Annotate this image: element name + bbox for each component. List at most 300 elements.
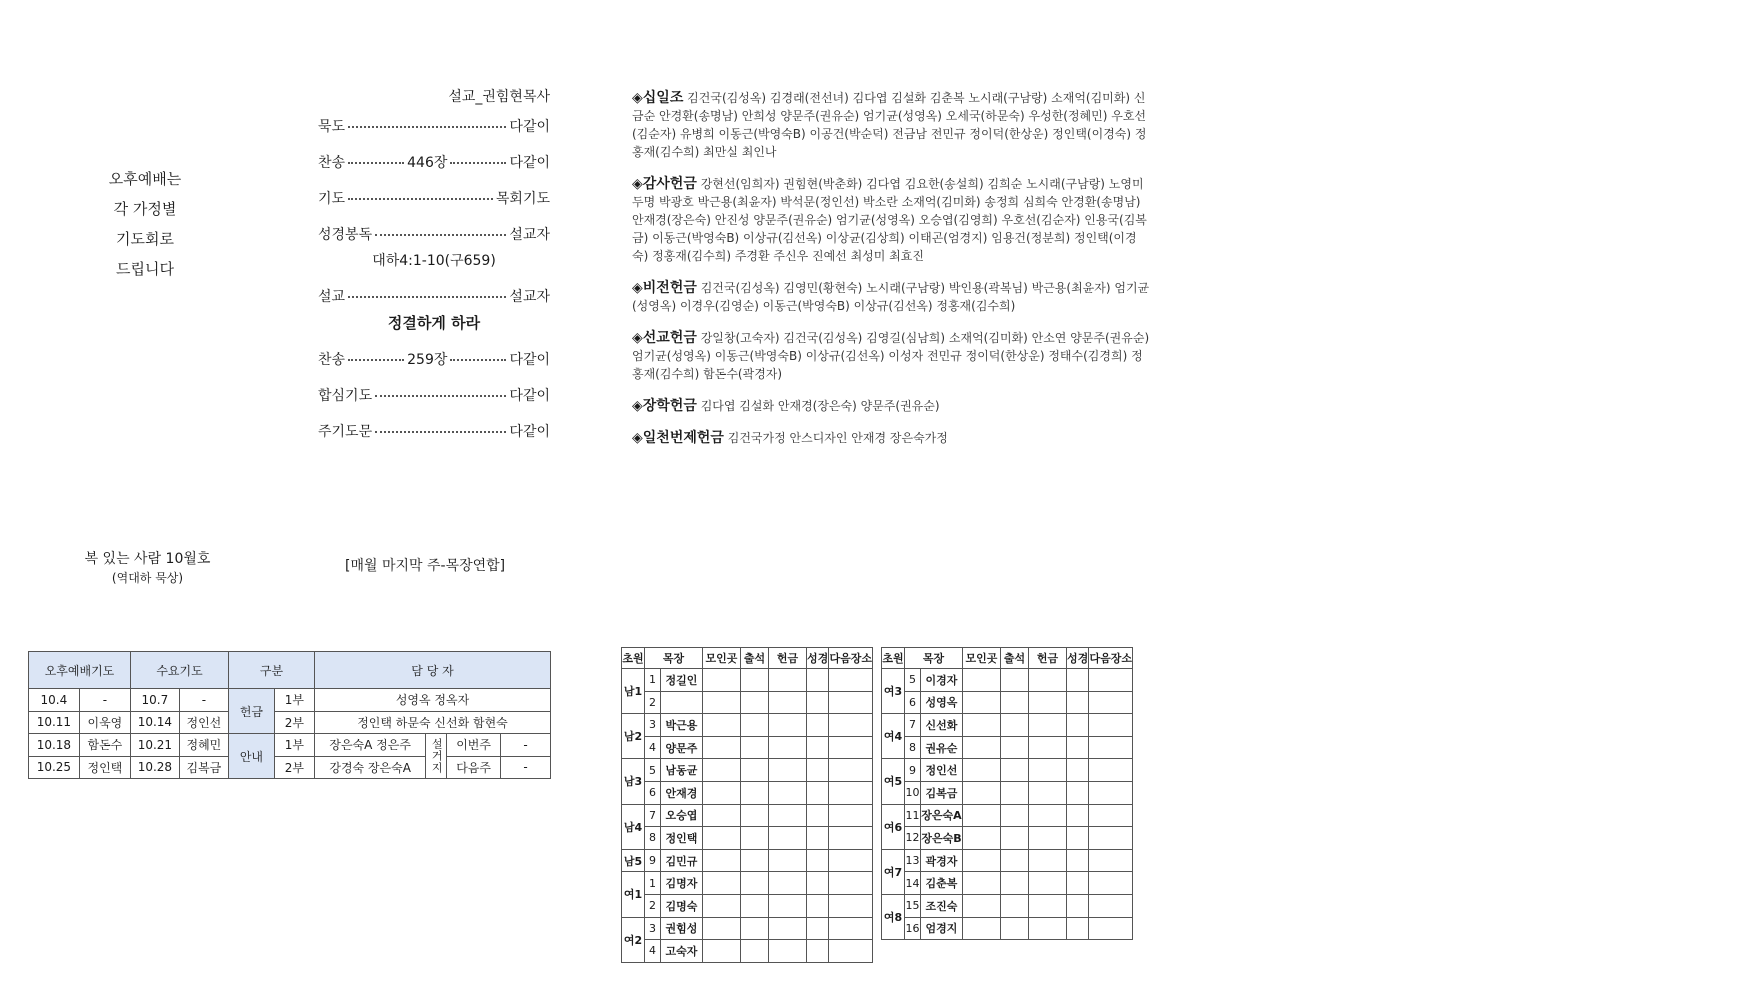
next-place-cell[interactable] [829, 781, 873, 804]
meadow-group: 여4 [882, 714, 905, 759]
attendance-count-cell[interactable] [741, 940, 769, 963]
duty-date: 10.14 [131, 711, 180, 734]
monthly-devotional [70, 548, 225, 586]
attendance-count-cell[interactable] [741, 669, 769, 692]
meeting-place-cell[interactable] [963, 849, 1001, 872]
next-place-cell[interactable] [829, 736, 873, 759]
meeting-place-cell[interactable] [703, 759, 741, 782]
meadow-group: 남3 [622, 759, 645, 804]
cell-group-number: 13 [905, 849, 921, 872]
bible-reading-cell[interactable] [1067, 714, 1089, 737]
offering-thousand [632, 429, 1152, 447]
offering-amount-cell[interactable] [769, 827, 807, 850]
offering-duty-label: 헌금 [229, 689, 275, 734]
attendance-count-cell[interactable] [1001, 872, 1029, 895]
offering-heading: ◈일천번제헌금 [632, 430, 724, 446]
next-place-cell[interactable] [1089, 827, 1133, 850]
leader-dots [375, 234, 506, 236]
note-line: 드립니다 [116, 260, 174, 278]
meeting-place-cell[interactable] [703, 827, 741, 850]
cell-leader-name: 성영옥 [921, 691, 963, 714]
attendance-header-cell: 모인곳 [703, 648, 741, 669]
order-row [318, 421, 550, 441]
attendance-row [882, 781, 1133, 804]
attendance-count-cell[interactable] [1001, 691, 1029, 714]
offering-scholarship [632, 397, 1152, 415]
offering-amount-cell[interactable] [769, 804, 807, 827]
cell-group-number: 4 [645, 940, 661, 963]
offering-amount-cell[interactable] [1029, 669, 1067, 692]
offering-amount-cell[interactable] [1029, 691, 1067, 714]
cell-leader-name: 남동균 [661, 759, 703, 782]
cell-leader-name: 장은숙A [921, 804, 963, 827]
offering-amount-cell[interactable] [769, 940, 807, 963]
next-place-cell[interactable] [1089, 849, 1133, 872]
meeting-place-cell[interactable] [703, 804, 741, 827]
cell-group-number: 9 [645, 849, 661, 872]
order-label: 합심기도 [318, 388, 373, 404]
duty-person: 정인선 [179, 711, 228, 734]
duty-row [29, 734, 551, 757]
cell-leader-name: 김춘복 [921, 872, 963, 895]
attendance-row [622, 827, 873, 850]
attendance-count-cell[interactable] [1001, 917, 1029, 940]
offering-names: 김건국가정 안스디자인 안재경 장은숙가정 [727, 431, 948, 445]
attendance-row [622, 894, 873, 917]
attendance-count-cell[interactable] [741, 827, 769, 850]
meadow-group: 남1 [622, 669, 645, 714]
meeting-place-cell[interactable] [703, 669, 741, 692]
attendance-count-cell[interactable] [741, 917, 769, 940]
cell-group-number: 14 [905, 872, 921, 895]
offering-amount-cell[interactable] [769, 736, 807, 759]
attendance-header-cell: 출석 [741, 648, 769, 669]
meeting-place-cell[interactable] [963, 872, 1001, 895]
duty-person: 정혜민 [179, 734, 228, 757]
attendance-row [882, 691, 1133, 714]
attendance-row [622, 736, 873, 759]
attendance-count-cell[interactable] [741, 804, 769, 827]
next-place-cell[interactable] [1089, 872, 1133, 895]
offering-amount-cell[interactable] [1029, 917, 1067, 940]
next-place-cell[interactable] [829, 894, 873, 917]
offering-mission [632, 329, 1152, 383]
offering-amount-cell[interactable] [769, 894, 807, 917]
leader-dots [348, 359, 404, 361]
duty-table [28, 651, 551, 779]
duty-date: 10.11 [29, 711, 80, 734]
cell-group-number: 2 [645, 691, 661, 714]
meadow-group: 여3 [882, 669, 905, 714]
cell-leader-name: 정인택 [661, 827, 703, 850]
offering-amount-cell[interactable] [1029, 872, 1067, 895]
guide-duty-label: 안내 [229, 734, 275, 779]
bible-reading-cell[interactable] [807, 872, 829, 895]
bible-reading-cell[interactable] [1067, 872, 1089, 895]
attendance-header-cell: 헌금 [769, 648, 807, 669]
cell-group-number: 3 [645, 714, 661, 737]
offering-amount-cell[interactable] [769, 849, 807, 872]
order-row [318, 385, 550, 405]
attendance-header-cell: 다음장소 [829, 648, 873, 669]
service-part: 1부 [274, 734, 314, 757]
cell-group-number: 10 [905, 781, 921, 804]
duty-row [29, 711, 551, 734]
meeting-place-cell[interactable] [703, 872, 741, 895]
next-place-cell[interactable] [829, 849, 873, 872]
attendance-row [622, 940, 873, 963]
cell-group-number: 3 [645, 917, 661, 940]
cell-leader-name: 양문주 [661, 736, 703, 759]
next-place-cell[interactable] [829, 759, 873, 782]
offering-amount-cell[interactable] [1029, 849, 1067, 872]
cell-leader-name: 조진숙 [921, 894, 963, 917]
cell-leader-name: 신선화 [921, 714, 963, 737]
order-value: 설교자 [509, 227, 550, 243]
cell-group-number: 8 [905, 736, 921, 759]
order-label: 주기도문 [318, 424, 373, 440]
cell-group-number: 9 [905, 759, 921, 782]
cell-leader-name: 김민규 [661, 849, 703, 872]
attendance-row [882, 917, 1133, 940]
offering-amount-cell[interactable] [769, 714, 807, 737]
sermon-by: 설교_권힘현목사 [448, 89, 550, 105]
meadow-group: 여2 [622, 917, 645, 962]
meeting-place-cell[interactable] [703, 736, 741, 759]
meeting-place-cell[interactable] [963, 781, 1001, 804]
attendance-count-cell[interactable] [1001, 894, 1029, 917]
cell-leader-name: 장은숙B [921, 827, 963, 850]
offering-amount-cell[interactable] [1029, 759, 1067, 782]
next-place-cell[interactable] [1089, 736, 1133, 759]
attendance-count-cell[interactable] [741, 894, 769, 917]
next-place-cell[interactable] [829, 714, 873, 737]
next-place-cell[interactable] [1089, 714, 1133, 737]
next-place-cell[interactable] [1089, 691, 1133, 714]
bible-reading-cell[interactable] [1067, 759, 1089, 782]
attendance-row [622, 917, 873, 940]
attendance-header-cell: 다음장소 [1089, 648, 1133, 669]
duty-person: 김복금 [179, 756, 228, 779]
next-place-cell[interactable] [1089, 917, 1133, 940]
leader-dots [348, 198, 493, 200]
attendance-count-cell[interactable] [1001, 669, 1029, 692]
order-row [318, 152, 550, 172]
attendance-header-cell: 모인곳 [963, 648, 1001, 669]
order-label: 기도 [318, 191, 346, 207]
cell-leader-name: 오승엽 [661, 804, 703, 827]
attendance-header-cell: 출석 [1001, 648, 1029, 669]
offering-heading: ◈장학헌금 [632, 398, 697, 414]
bible-reading-cell[interactable] [807, 940, 829, 963]
attendance-count-cell[interactable] [741, 691, 769, 714]
bible-reading-cell[interactable] [1067, 849, 1089, 872]
cell-leader-name: 안재경 [661, 781, 703, 804]
worship-order [318, 86, 550, 457]
bible-reading-cell[interactable] [1067, 804, 1089, 827]
meeting-place-cell[interactable] [963, 736, 1001, 759]
bible-reading-cell[interactable] [1067, 691, 1089, 714]
meeting-place-cell[interactable] [703, 691, 741, 714]
cell-group-number: 5 [645, 759, 661, 782]
cell-group-number: 8 [645, 827, 661, 850]
cell-leader-name: 권힘성 [661, 917, 703, 940]
attendance-count-cell[interactable] [741, 849, 769, 872]
order-row [318, 116, 550, 136]
monthly-subtitle: (역대하 묵상) [111, 571, 184, 585]
bible-reading-cell[interactable] [807, 849, 829, 872]
this-week-label: 이번주 [447, 734, 501, 757]
bible-reading-cell[interactable] [807, 917, 829, 940]
leader-dots [348, 126, 506, 128]
note-line: 오후예배는 [108, 170, 182, 188]
attendance-row [882, 669, 1133, 692]
col-wednesday-prayer: 수요기도 [131, 652, 229, 689]
offering-amount-cell[interactable] [1029, 736, 1067, 759]
attendance-header-cell: 초원 [622, 648, 645, 669]
offering-heading: ◈비전헌금 [632, 280, 697, 296]
offering-amount-cell[interactable] [769, 872, 807, 895]
next-place-cell[interactable] [829, 872, 873, 895]
meeting-place-cell[interactable] [703, 940, 741, 963]
bible-reading-cell[interactable] [1067, 917, 1089, 940]
cell-leader-name: 정길인 [661, 669, 703, 692]
order-value: 목회기도 [495, 191, 550, 207]
offering-amount-cell[interactable] [769, 691, 807, 714]
next-place-cell[interactable] [829, 804, 873, 827]
offering-heading: ◈선교헌금 [632, 330, 697, 346]
attendance-count-cell[interactable] [741, 872, 769, 895]
next-place-cell[interactable] [829, 669, 873, 692]
leader-dots [348, 162, 404, 164]
meeting-place-cell[interactable] [963, 917, 1001, 940]
cell-leader-name: 김명자 [661, 872, 703, 895]
service-part: 2부 [274, 711, 314, 734]
offering-names: 김건국(김성옥) 김경래(전선녀) 김다엽 김설화 김춘복 노시래(구남랑) 소재억(김미화) 신금순 안경환(송명남) 안희성 양문주(권유순) 엄기균(성영옥) 오세국(하문숙) 우성한(정혜민) 우호선(김순자) 유병희 이동근(박영숙B) 이공건(박순덕) 전금남 전민규 정이덕(한상운) 정인택(이경숙) 정홍재(김수희) 최만실 최인나 [632, 91, 1147, 159]
meadow-group: 여1 [622, 872, 645, 917]
attendance-row [882, 714, 1133, 737]
meeting-place-cell[interactable] [703, 917, 741, 940]
cell-leader-name: 김명숙 [661, 894, 703, 917]
cell-leader-name: 김복금 [921, 781, 963, 804]
duty-person: 함돈수 [79, 734, 130, 757]
dishwashing-label: 설거지 [426, 734, 447, 779]
attendance-header-cell: 헌금 [1029, 648, 1067, 669]
duty-date: 10.7 [131, 689, 180, 712]
cell-leader-name [661, 691, 703, 714]
attendance-row [622, 804, 873, 827]
scripture-ref: 대하4:1-10(구659) [372, 253, 496, 269]
offering-names: 강현선(임희자) 권힘현(박춘화) 김다엽 김요한(송설희) 김희순 노시래(구남랑) 노영미 두명 박광호 박근용(최윤자) 박석문(정인선) 박소란 소재억(김미화) 송정희 심희숙 안경환(송명남) 안재경(장은숙) 안진성 양문주(권유순) 엄기균(성영옥) 오승엽(김영희) 우호선(김순자) 인용국(김복금) 이동근(박영숙B) 이상규(김선옥) 이상균(김상희) 이태곤(엄경지) 임용건(정분희) 정인택(이경숙) 정홍재(김수희) 주경환 주신우 진예선 최성미 최효진 [632, 177, 1147, 263]
hymn-number: 446장 [407, 155, 448, 171]
bible-reading-cell[interactable] [1067, 781, 1089, 804]
col-afternoon-prayer: 오후예배기도 [29, 652, 131, 689]
bible-reading-cell[interactable] [807, 736, 829, 759]
attendance-row [882, 804, 1133, 827]
note-line: 기도회로 [116, 230, 174, 248]
offering-amount-cell[interactable] [1029, 781, 1067, 804]
meeting-place-cell[interactable] [703, 781, 741, 804]
next-place-cell[interactable] [1089, 804, 1133, 827]
attendance-count-cell[interactable] [1001, 804, 1029, 827]
order-row [318, 188, 550, 208]
order-row [318, 224, 550, 244]
next-place-cell[interactable] [1089, 669, 1133, 692]
this-week-value: - [501, 734, 551, 757]
next-place-cell[interactable] [1089, 894, 1133, 917]
service-part: 2부 [274, 756, 314, 779]
leader-dots [375, 395, 506, 397]
attendance-row [622, 669, 873, 692]
duty-row [29, 689, 551, 712]
meeting-place-cell[interactable] [963, 827, 1001, 850]
meeting-place-cell[interactable] [963, 669, 1001, 692]
bible-reading-cell[interactable] [1067, 894, 1089, 917]
cell-leader-name: 엄경지 [921, 917, 963, 940]
offering-heading: ◈십일조 [632, 90, 684, 106]
attendance-row [882, 849, 1133, 872]
offering-names: 김다엽 김설화 안재경(장은숙) 양문주(권유순) [700, 399, 940, 413]
next-place-cell[interactable] [829, 691, 873, 714]
attendance-header-cell: 목장 [905, 648, 963, 669]
bible-reading-cell[interactable] [1067, 736, 1089, 759]
attendance-row [882, 827, 1133, 850]
order-row [318, 349, 550, 369]
duty-date: 10.28 [131, 756, 180, 779]
offering-tithe [632, 89, 1152, 161]
attendance-row [882, 872, 1133, 895]
order-label: 설교 [318, 289, 346, 305]
attendance-header-cell: 성경 [807, 648, 829, 669]
offering-amount-cell[interactable] [769, 759, 807, 782]
cell-group-number: 5 [905, 669, 921, 692]
duty-person: 이욱영 [79, 711, 130, 734]
attendance-count-cell[interactable] [1001, 714, 1029, 737]
order-value: 설교자 [509, 289, 550, 305]
offering-vision [632, 279, 1152, 315]
bible-reading-cell[interactable] [807, 781, 829, 804]
bible-reading-cell[interactable] [1067, 669, 1089, 692]
attendance-header-row [622, 648, 873, 669]
attendance-row [622, 714, 873, 737]
bible-reading-cell[interactable] [807, 759, 829, 782]
offering-amount-cell[interactable] [769, 917, 807, 940]
bible-reading-cell[interactable] [807, 827, 829, 850]
bible-reading-cell[interactable] [807, 691, 829, 714]
order-value: 다같이 [509, 352, 551, 368]
next-week-label: 다음주 [447, 756, 501, 779]
offering-amount-cell[interactable] [1029, 894, 1067, 917]
order-value: 다같이 [509, 119, 550, 135]
meeting-place-cell[interactable] [963, 804, 1001, 827]
next-place-cell[interactable] [1089, 759, 1133, 782]
next-place-cell[interactable] [829, 827, 873, 850]
meadow-group: 여8 [882, 894, 905, 939]
duty-date: 10.18 [29, 734, 80, 757]
meeting-place-cell[interactable] [963, 759, 1001, 782]
bible-reading-cell[interactable] [807, 669, 829, 692]
next-place-cell[interactable] [829, 940, 873, 963]
leader-dots [450, 359, 506, 361]
attendance-row [622, 691, 873, 714]
meeting-place-cell[interactable] [963, 714, 1001, 737]
meeting-place-cell[interactable] [703, 714, 741, 737]
attendance-row [882, 736, 1133, 759]
meeting-place-cell[interactable] [703, 849, 741, 872]
attendance-count-cell[interactable] [741, 736, 769, 759]
attendance-row [622, 849, 873, 872]
attendance-count-cell[interactable] [1001, 827, 1029, 850]
attendance-count-cell[interactable] [1001, 781, 1029, 804]
cell-group-number: 6 [645, 781, 661, 804]
cell-leader-name: 곽경자 [921, 849, 963, 872]
attendance-header-cell: 성경 [1067, 648, 1089, 669]
cell-group-number: 12 [905, 827, 921, 850]
offering-names: 김건국(김성옥) 김영민(황현숙) 노시래(구남랑) 박인용(곽복님) 박근용(최윤자) 엄기균(성영옥) 이경우(김영순) 이동근(박영숙B) 이상규(김선옥) 정홍재(김수희) [632, 281, 1150, 313]
attendance-header-cell: 초원 [882, 648, 905, 669]
cell-group-number: 7 [905, 714, 921, 737]
col-category: 구분 [229, 652, 315, 689]
bible-reading-cell[interactable] [807, 804, 829, 827]
offering-amount-cell[interactable] [769, 781, 807, 804]
duty-person: - [79, 689, 130, 712]
cell-group-number: 11 [905, 804, 921, 827]
meadow-group: 여6 [882, 804, 905, 849]
meeting-place-cell[interactable] [703, 894, 741, 917]
attendance-count-cell[interactable] [741, 759, 769, 782]
cell-group-number: 1 [645, 872, 661, 895]
attendance-count-cell[interactable] [1001, 759, 1029, 782]
attendance-row [622, 872, 873, 895]
meeting-place-cell[interactable] [963, 691, 1001, 714]
leader-dots [375, 431, 506, 433]
attendance-count-cell[interactable] [1001, 736, 1029, 759]
offering-names: 강일창(고숙자) 김건국(김성옥) 김영길(심남희) 소재억(김미화) 안소연 양문주(권유순) 엄기균(성영옥) 이동근(박영숙B) 이상규(김선옥) 이성자 전민규 정이덕(한상운) 정태수(김경희) 정홍재(김수희) 함돈수(곽경자) [632, 331, 1150, 381]
attendance-row [882, 759, 1133, 782]
next-place-cell[interactable] [1089, 781, 1133, 804]
attendance-count-cell[interactable] [741, 781, 769, 804]
leader-dots [450, 162, 506, 164]
bible-reading-cell[interactable] [807, 894, 829, 917]
attendance-table-men [621, 647, 873, 963]
order-value: 다같이 [509, 424, 550, 440]
offering-amount-cell[interactable] [1029, 804, 1067, 827]
attendance-count-cell[interactable] [1001, 849, 1029, 872]
offering-amount-cell[interactable] [769, 669, 807, 692]
cell-group-number: 4 [645, 736, 661, 759]
offering-amount-cell[interactable] [1029, 714, 1067, 737]
cell-leader-name: 이경자 [921, 669, 963, 692]
order-label: 찬송 [318, 352, 346, 368]
meadow-group: 남4 [622, 804, 645, 849]
duty-person: - [179, 689, 228, 712]
order-label: 묵도 [318, 119, 346, 135]
attendance-count-cell[interactable] [741, 714, 769, 737]
guide-duty-1: 장은숙A 정은주 [315, 734, 426, 757]
cell-group-number: 1 [645, 669, 661, 692]
offering-amount-cell[interactable] [1029, 827, 1067, 850]
order-label: 찬송 [318, 155, 346, 171]
offering-thanks [632, 175, 1152, 265]
meeting-place-cell[interactable] [963, 894, 1001, 917]
meadow-group: 여5 [882, 759, 905, 804]
cell-group-number: 7 [645, 804, 661, 827]
order-value: 다같이 [509, 155, 551, 171]
next-place-cell[interactable] [829, 917, 873, 940]
bible-reading-cell[interactable] [1067, 827, 1089, 850]
order-row [318, 286, 550, 306]
bible-reading-cell[interactable] [807, 714, 829, 737]
